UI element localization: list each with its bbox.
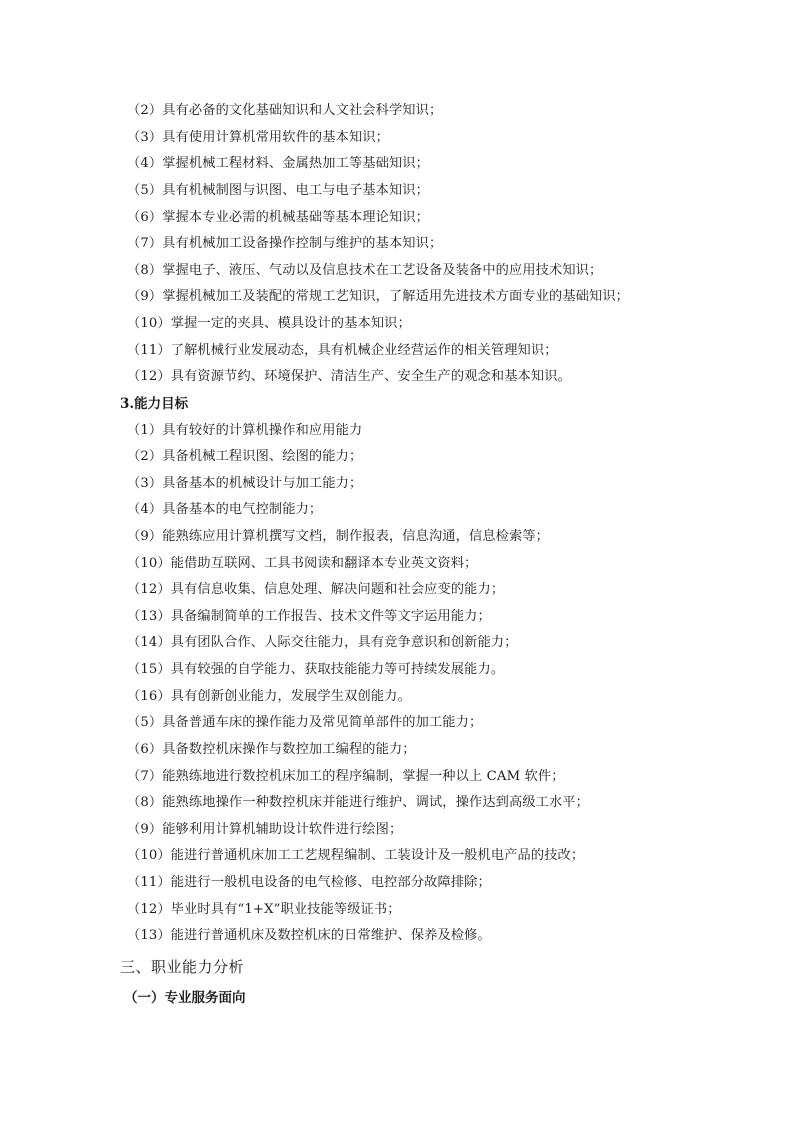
knowledge-item-3: （3）具有使用计算机常用软件的基本知识； xyxy=(127,130,389,145)
ability-item: （10）能进行普通机床加工工艺规程编制、工装设计及一般机电产品的技改； xyxy=(127,848,585,863)
knowledge-item-5: （5）具有机械制图与识图、电工与电子基本知识； xyxy=(127,183,429,198)
knowledge-item-9: （9）掌握机械加工及装配的常规工艺知识，了解适用先进技术方面专业的基础知识； xyxy=(127,289,630,304)
knowledge-item-10: （10）掌握一定的夹具、模具设计的基本知识； xyxy=(127,316,411,331)
ability-item: （10）能借助互联网、工具书阅读和翻译本专业英文资料； xyxy=(127,556,478,571)
ability-item: （5）具备普通车床的操作能力及常见简单部件的加工能力； xyxy=(127,715,483,730)
knowledge-item-7: （7）具有机械加工设备操作控制与维护的基本知识； xyxy=(127,236,443,251)
ability-heading: 3.能力目标 xyxy=(120,396,189,412)
knowledge-item-12: （12）具有资源节约、环境保护、清洁生产、安全生产的观念和基本知识。 xyxy=(127,369,571,384)
ability-item: （11）能进行一般机电设备的电气检修、电控部分故障排除； xyxy=(127,875,491,890)
subsection-title: （一）专业服务面向 xyxy=(124,990,246,1006)
ability-item: （3）具备基本的机械设计与加工能力； xyxy=(127,476,363,491)
ability-item: （7）能熟练地进行数控机床加工的程序编制，掌握一种以上 CAM 软件； xyxy=(127,769,565,784)
ability-item: （6）具备数控机床操作与数控加工编程的能力； xyxy=(127,742,416,757)
ability-item: （13）能进行普通机床及数控机床的日常维护、保养及检修。 xyxy=(127,928,491,943)
ability-item: （9）能熟练应用计算机撰写文档，制作报表，信息沟通，信息检索等； xyxy=(127,529,549,544)
ability-item: （16）具有创新创业能力，发展学生双创能力。 xyxy=(127,689,411,704)
ability-item: （12）具有信息收集、信息处理、解决问题和社会应变的能力； xyxy=(127,582,505,597)
ability-item: （15）具有较强的自学能力、获取技能能力等可持续发展能力。 xyxy=(127,662,505,677)
ability-item: （13）具备编制简单的工作报告、技术文件等文字运用能力； xyxy=(127,609,491,624)
knowledge-item-11: （11）了解机械行业发展动态，具有机械企业经营运作的相关管理知识； xyxy=(127,343,558,358)
ability-item: （14）具有团队合作、人际交往能力，具有竞争意识和创新能力； xyxy=(127,635,518,650)
ability-item: （8）能熟练地操作一种数控机床并能进行维护、调试，操作达到高级工水平； xyxy=(127,795,590,810)
ability-item: （1）具有较好的计算机操作和应用能力 xyxy=(127,423,363,438)
ability-item: （9）能够利用计算机辅助设计软件进行绘图； xyxy=(127,822,403,837)
knowledge-item-2: （2）具有必备的文化基础知识和人文社会科学知识； xyxy=(127,103,443,118)
ability-item: （12）毕业时具有“1+X”职业技能等级证书； xyxy=(127,902,401,917)
ability-item: （4）具备基本的电气控制能力； xyxy=(127,502,323,517)
section-title: 三、职业能力分析 xyxy=(120,958,245,976)
knowledge-item-4: （4）掌握机械工程材料、金属热加工等基础知识； xyxy=(127,156,429,171)
knowledge-item-8: （8）掌握电子、液压、气动以及信息技术在工艺设备及装备中的应用技术知识； xyxy=(127,263,603,278)
knowledge-item-6: （6）掌握本专业必需的机械基础等基本理论知识； xyxy=(127,210,429,225)
ability-item: （2）具备机械工程识图、绘图的能力； xyxy=(127,449,363,464)
